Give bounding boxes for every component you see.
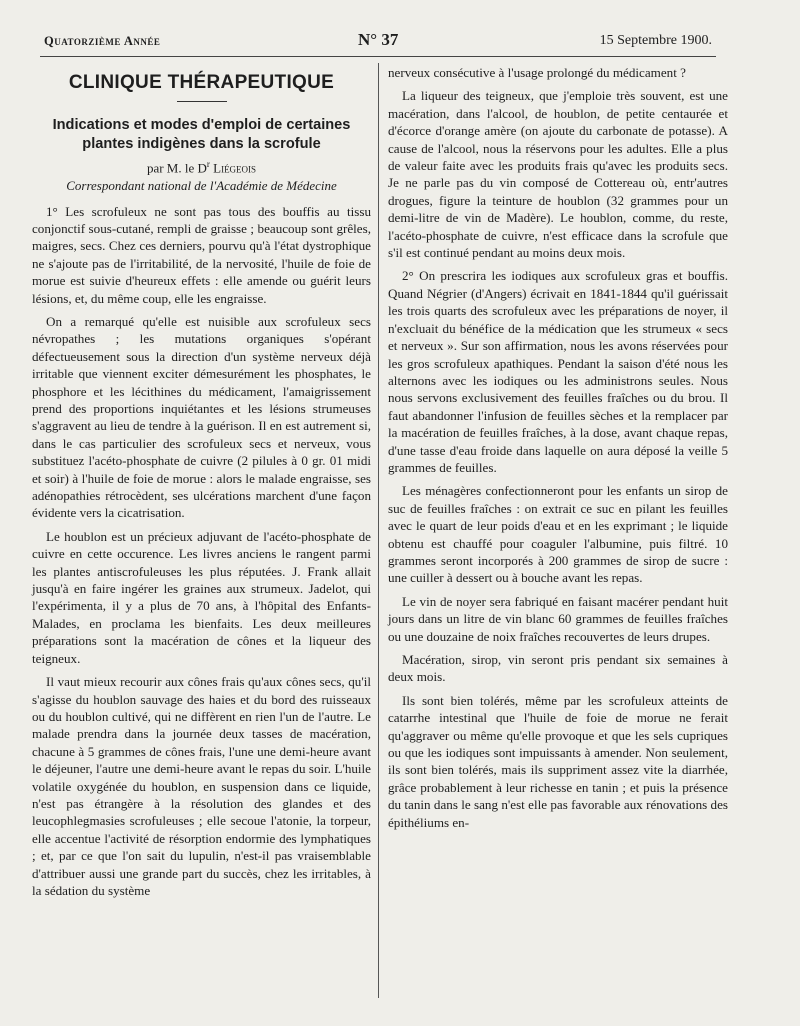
byline-prefix: par M. le D	[146, 160, 207, 176]
issue-number: N° 37	[358, 30, 399, 49]
column-divider	[378, 63, 379, 998]
left-column	[32, 64, 371, 905]
author-affiliation: Correspondant national de l'Académie de Médecine	[66, 178, 337, 194]
paragraph: On a remarqué qu'elle est nuisible aux scrofuleux secs névropathes ; les mutations organiques s'opérant défectueusement sous la direction d'un système nerveux déjà irritable que viennent exciter démesurément les phosphates, le phosphore et les lécithines du médicament, l'amaigrissement prend des proportions inquiétantes et les lésions strumeuses s'aggravent au lieu de tendre à la guérison. Il en est autrement si, dans le cas particulier des scrofuleux secs et nerveux, vous substituez l'acéto-phosphate de cuivre (2 pilules à 0 gr. 01 midi et soir) à l'huile de foie de morue : alors le malade engraisse, ses adénopathies rétrocèdent, ses ulcérations marchent d'une façon évidente vers la cicatrisation.	[32, 313, 371, 521]
author-byline	[32, 156, 371, 177]
byline-sup: r	[206, 159, 210, 170]
paragraph: La liqueur des teigneux, que j'emploie très souvent, est une macération, dans l'alcool, de houblon, de petite centaurée et d'écorce d'orange amère (on ajoute du carbonate de potasse). A cause de l'alcool, nous la réservons pour les adultes. Elle a plus de valeur faite avec les produits frais qu'avec les produits secs. Je ne parle pas du vin composé de Cottereau où, entr'autres drogues, figure la teinture de houblon (32 grammes pour un demi-litre de vin de Madère). Le houblon, comme, du reste, l'acéto-phosphate de cuivre, n'est efficace dans la scrofule que s'il est continué pendant au moins deux mois.	[388, 88, 728, 261]
section-title: CLINIQUE THÉRAPEUTIQUE	[68, 72, 335, 93]
paragraph: Le vin de noyer sera fabriqué en faisant macérer pendant huit jours dans un litre de vin blanc 60 grammes de feuilles fraîches ou une douzaine de noix fraîches recouvertes de leurs drupes.	[388, 593, 728, 644]
header-year: Quatorzième Année	[44, 34, 161, 48]
paragraph: Il vaut mieux recourir aux cônes frais qu'aux cônes secs, qu'il s'agisse du houblon sauvage des haies et du bord des ruisseaux ou du houblon cultivé, qui ne diffèrent en rien l'un de l'autre. Le malade prendra dans la journée deux tasses de macération, chacune à 5 grammes de cônes frais, l'une une demi-heure avant le déjeuner, l'autre une demi-heure avant le repas du soir. L'huile volatile oxygénée du houblon, en suspension dans ce liquide, n'est pas étrangère à la résolution des glandes et des leucophlegmasies scrofuleuses ; elle secoue l'atonie, la torpeur, elle accentue l'activité de résorption endormie des lymphatiques ; et, par ce que l'on sait du lupulin, n'est-il pas vraisemblable d'attribuer aussi une grande part du succès, chez les irritables, à la sédation du système	[32, 674, 371, 898]
right-column	[388, 64, 728, 837]
paragraph: Macération, sirop, vin seront pris pendant six semaines à deux mois.	[388, 652, 728, 685]
page-header	[44, 30, 712, 52]
author-name: Liégeois	[213, 160, 257, 176]
article-title: Indications et modes d'emploi de certaines plantes indigènes dans la scrofule	[52, 117, 351, 153]
issue-date: 15 Septembre 1900.	[599, 33, 712, 48]
paragraph: Ils sont bien tolérés, même par les scrofuleux atteints de catarrhe intestinal que l'huile de foie de morue ne ferait qu'aggraver ou même qu'elle provoque et que les sels cupriques ou que les iodiques sont impuissants à amender. Non seulement, ils sont bien tolérés, mais ils suppriment assez vite la diarrhée, grâce probablement à leur richesse en tanin ; et puis la présence du tanin dans le sang n'est elle pas favorable aux rénovations des épithéliums en-	[388, 692, 728, 830]
paragraph: Les ménagères confectionneront pour les enfants un sirop de suc de feuilles fraîches : on extrait ce suc en pilant les feuilles avec le quart de leur poids d'eau et en les exprimant ; le liquide obtenu est chauffé pour coaguler l'albumine, puis filtré. 10 grammes seront incorporés à 200 grammes de sirop de sucre : une cuiller à dessert ou à bouche avant les repas.	[388, 483, 728, 586]
paragraph-continued: nerveux consécutive à l'usage prolongé du médicament ?	[388, 65, 686, 80]
title-divider	[177, 101, 227, 102]
paragraph: 2° On prescrira les iodiques aux scrofuleux gras et bouffis. Quand Négrier (d'Angers) écrivait en 1841-1844 qu'il guérissait les trois quarts des scrofuleux avec les préparations de noyer, il n'excluait du bénéfice de la médication que les strumeux « secs et nerveux ». Sur son affirmation, nous les avons réservées pour les gros scrofuleux apathiques. Pendant la saison d'été nous les alternons avec les iodiques ou les administrons seules. Nous nous servons exclusivement des feuilles fraîches ou du brou. Il faut abandonner l'infusion de feuilles sèches et la remplacer par la macération de feuilles fraîches, à la dose, avant chaque repas, d'une tasse d'eau froide dans laquelle on aura déposé la veille 5 grammes de feuilles.	[388, 268, 728, 475]
paragraph: Le houblon est un précieux adjuvant de l'acéto-phosphate de cuivre en cette occurence. Les livres anciens le rangent parmi les plantes antiscrofuleuses les plus réputées. J. Frank allait jusqu'à en faire ingérer les graines aux strumeux. Jadelot, qui l'expérimenta, il y a plus de 70 ans, à l'hôpital des Enfants-Malades, en proclama les bienfaits. Les deux meilleures préparations sont la macération de cônes et la liqueur des teigneux.	[32, 528, 371, 666]
paragraph: 1° Les scrofuleux ne sont pas tous des bouffis au tissu conjonctif sous-cutané, rempli de graisse ; beaucoup sont grêles, maigres, secs. Chez ces derniers, pourvu qu'à l'état dystrophique ne s'ajoute pas de l'irritabilité, de la nervosité, l'huile de foie de morue est suivie d'heureux effets : elle amende ou guérit leurs lésions, et, du même coup, elle les engraisse.	[32, 203, 371, 306]
header-divider	[40, 56, 716, 57]
